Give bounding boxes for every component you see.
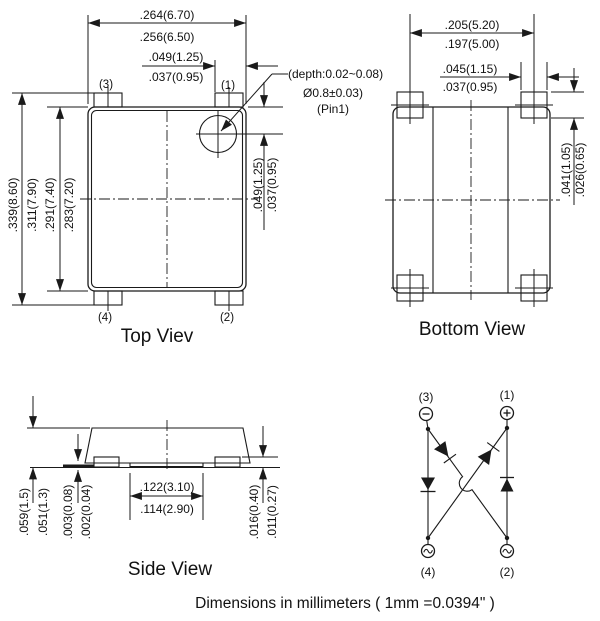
bridge-schematic bbox=[419, 388, 515, 579]
dim-height-body-mm: .283(7.20) bbox=[62, 177, 76, 233]
dim-standoff-in: .003(0.08) bbox=[61, 484, 75, 540]
pin1-diameter-note: Ø0.8±0.03) bbox=[303, 86, 363, 100]
side-view-body bbox=[85, 428, 250, 463]
ac-icon bbox=[503, 549, 512, 553]
side-view-caption: Side View bbox=[127, 559, 213, 580]
units-note: Dimensions in millimeters ( 1mm =0.0394" ) bbox=[195, 595, 495, 612]
dim-pad-width-in: .045(1.15) bbox=[442, 62, 498, 76]
dim-height-in: .059(1.5) bbox=[17, 487, 31, 537]
diode-diag-2 bbox=[478, 450, 492, 466]
top-pin1-label: (1) bbox=[220, 80, 236, 92]
dim-height-outer-in: .339(8.60) bbox=[6, 177, 20, 233]
dim-pad-length-in: .041(1.05) bbox=[559, 142, 573, 198]
ac-icon bbox=[424, 549, 433, 553]
dim-pad-length-mm: .026(0.65) bbox=[573, 142, 587, 198]
diode-right bbox=[501, 479, 514, 492]
pin1-name-note: (Pin1) bbox=[317, 102, 350, 116]
diode-diag-1 bbox=[434, 441, 448, 456]
dim-pin-width-mm: .037(0.95) bbox=[148, 70, 204, 84]
dim-pin-width-in: .049(1.25) bbox=[148, 50, 204, 64]
dim-pad-span-in: .205(5.20) bbox=[444, 18, 500, 32]
bottom-view-caption: Bottom View bbox=[418, 319, 526, 340]
sch-pin4-label: (4) bbox=[420, 565, 436, 579]
dim-height-mm: .051(1.3) bbox=[36, 487, 50, 537]
dim-lead-mm: .011(0.27) bbox=[265, 485, 279, 539]
sch-pin1-label: (1) bbox=[499, 388, 515, 402]
dim-lead-in: .016(0.40) bbox=[247, 484, 261, 540]
dim-pin1-offset-in: .049(1.25) bbox=[251, 157, 265, 213]
top-view-caption: Top Viev bbox=[120, 326, 194, 347]
bottom-view bbox=[385, 14, 587, 340]
pin1-depth-note: (depth:0.02~0.08) bbox=[288, 67, 384, 81]
top-pin4-label: (4) bbox=[97, 312, 113, 324]
side-view-left-lead bbox=[94, 457, 119, 467]
sch-pin3-label: (3) bbox=[418, 390, 434, 404]
dim-center-flat-mm: .114(2.90) bbox=[140, 502, 194, 516]
dim-pad-span-mm: .197(5.00) bbox=[444, 37, 500, 51]
dim-top-width-in: .264(6.70) bbox=[139, 8, 195, 22]
side-view bbox=[17, 396, 280, 580]
top-pin3-label: (3) bbox=[98, 79, 114, 91]
dim-top-width-mm: .256(6.50) bbox=[139, 30, 195, 44]
diode-left bbox=[421, 478, 435, 491]
side-view-right-lead bbox=[215, 457, 240, 467]
dim-pad-width-mm: .037(0.95) bbox=[442, 80, 498, 94]
dim-height-outer-mm: .311(7.90) bbox=[25, 178, 39, 232]
side-view-foot-pad bbox=[63, 465, 94, 468]
top-pin2-label: (2) bbox=[219, 312, 235, 324]
sch-pin2-label: (2) bbox=[499, 565, 515, 579]
dim-standoff-mm: .002(0.04) bbox=[79, 484, 93, 540]
dim-pin1-offset-mm: .037(0.95) bbox=[265, 157, 279, 213]
top-view bbox=[6, 8, 383, 347]
dim-height-body-in: .291(7.40) bbox=[43, 177, 57, 233]
dim-center-flat-in: .122(3.10) bbox=[139, 480, 195, 494]
